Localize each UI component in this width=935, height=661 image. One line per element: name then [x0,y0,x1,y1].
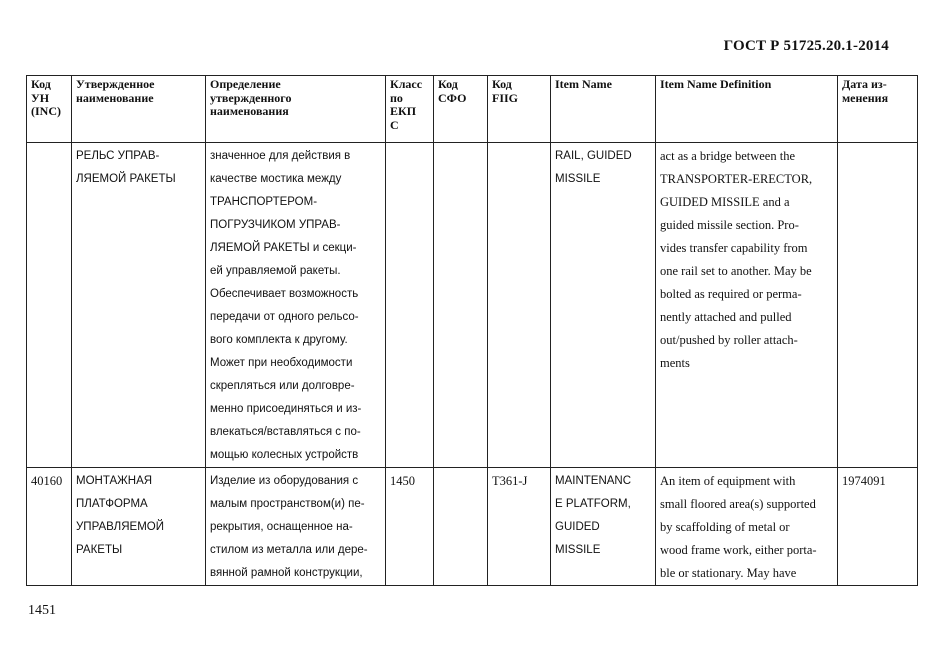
header-sfo-code: Код СФО [434,76,488,143]
cell-item-definition: act as a bridge between the TRANSPORTER-ERECTOR, GUIDED MISSILE and a guided missile section. Pro- vides transfer capability from one rail set to another. May be bolted as required or perma- nently attached and pulled out/pushed by roller attach- ments [656,143,838,468]
cell-sfo-code [434,143,488,468]
header-item-name: Item Name [551,76,656,143]
header-definition: Определение утвержденного наименования [206,76,386,143]
table-row [27,143,918,468]
cell-item-name: RAIL, GUIDED MISSILE [551,143,656,468]
cell-class-ekps: 1450 [386,468,434,586]
cell-change-date [838,143,918,468]
cell-fiig-code: T361-J [488,468,551,586]
cell-item-definition: An item of equipment with small floored area(s) supported by scaffolding of metal or wood frame work, either porta- ble or stationary. May have [656,468,838,586]
header-class-ekps: Класс по ЕКП С [386,76,434,143]
cell-approved-name: МОНТАЖНАЯ ПЛАТФОРМА УПРАВЛЯЕМОЙ РАКЕТЫ [72,468,206,586]
document-standard-number: ГОСТ Р 51725.20.1-2014 [723,38,889,54]
specification-table [26,75,918,586]
cell-inc [27,143,72,468]
header-inc: Код УН (INC) [27,76,72,143]
header-change-date: Дата из- менения [838,76,918,143]
cell-approved-name: РЕЛЬС УПРАВ- ЛЯЕМОЙ РАКЕТЫ [72,143,206,468]
table-header-row [27,76,918,143]
header-fiig-code: Код FIIG [488,76,551,143]
cell-item-name: MAINTENANC E PLATFORM, GUIDED MISSILE [551,468,656,586]
header-item-name-definition: Item Name Definition [656,76,838,143]
page-number: 1451 [28,603,56,618]
table-row [27,468,918,586]
cell-change-date: 1974091 [838,468,918,586]
cell-fiig-code [488,143,551,468]
cell-inc: 40160 [27,468,72,586]
cell-definition: значенное для действия в качестве мостика между ТРАНСПОРТЕРОМ- ПОГРУЗЧИКОМ УПРАВ- ЛЯЕМОЙ РАКЕТЫ и секци- ей управляемой ракеты. Обеспечивает возможность передачи от одного рельсо- вого комплекта к другому. Может при необходимости скрепляться или долговре- менно присоединяться и из- влекаться/вставляться с по- мощью колесных устройств [206,143,386,468]
cell-class-ekps [386,143,434,468]
header-approved-name: Утвержденное наименование [72,76,206,143]
cell-sfo-code [434,468,488,586]
cell-definition: Изделие из оборудования с малым пространством(и) пе- рекрытия, оснащенное на- стилом из металла или дере- вянной рамной конструкции, [206,468,386,586]
